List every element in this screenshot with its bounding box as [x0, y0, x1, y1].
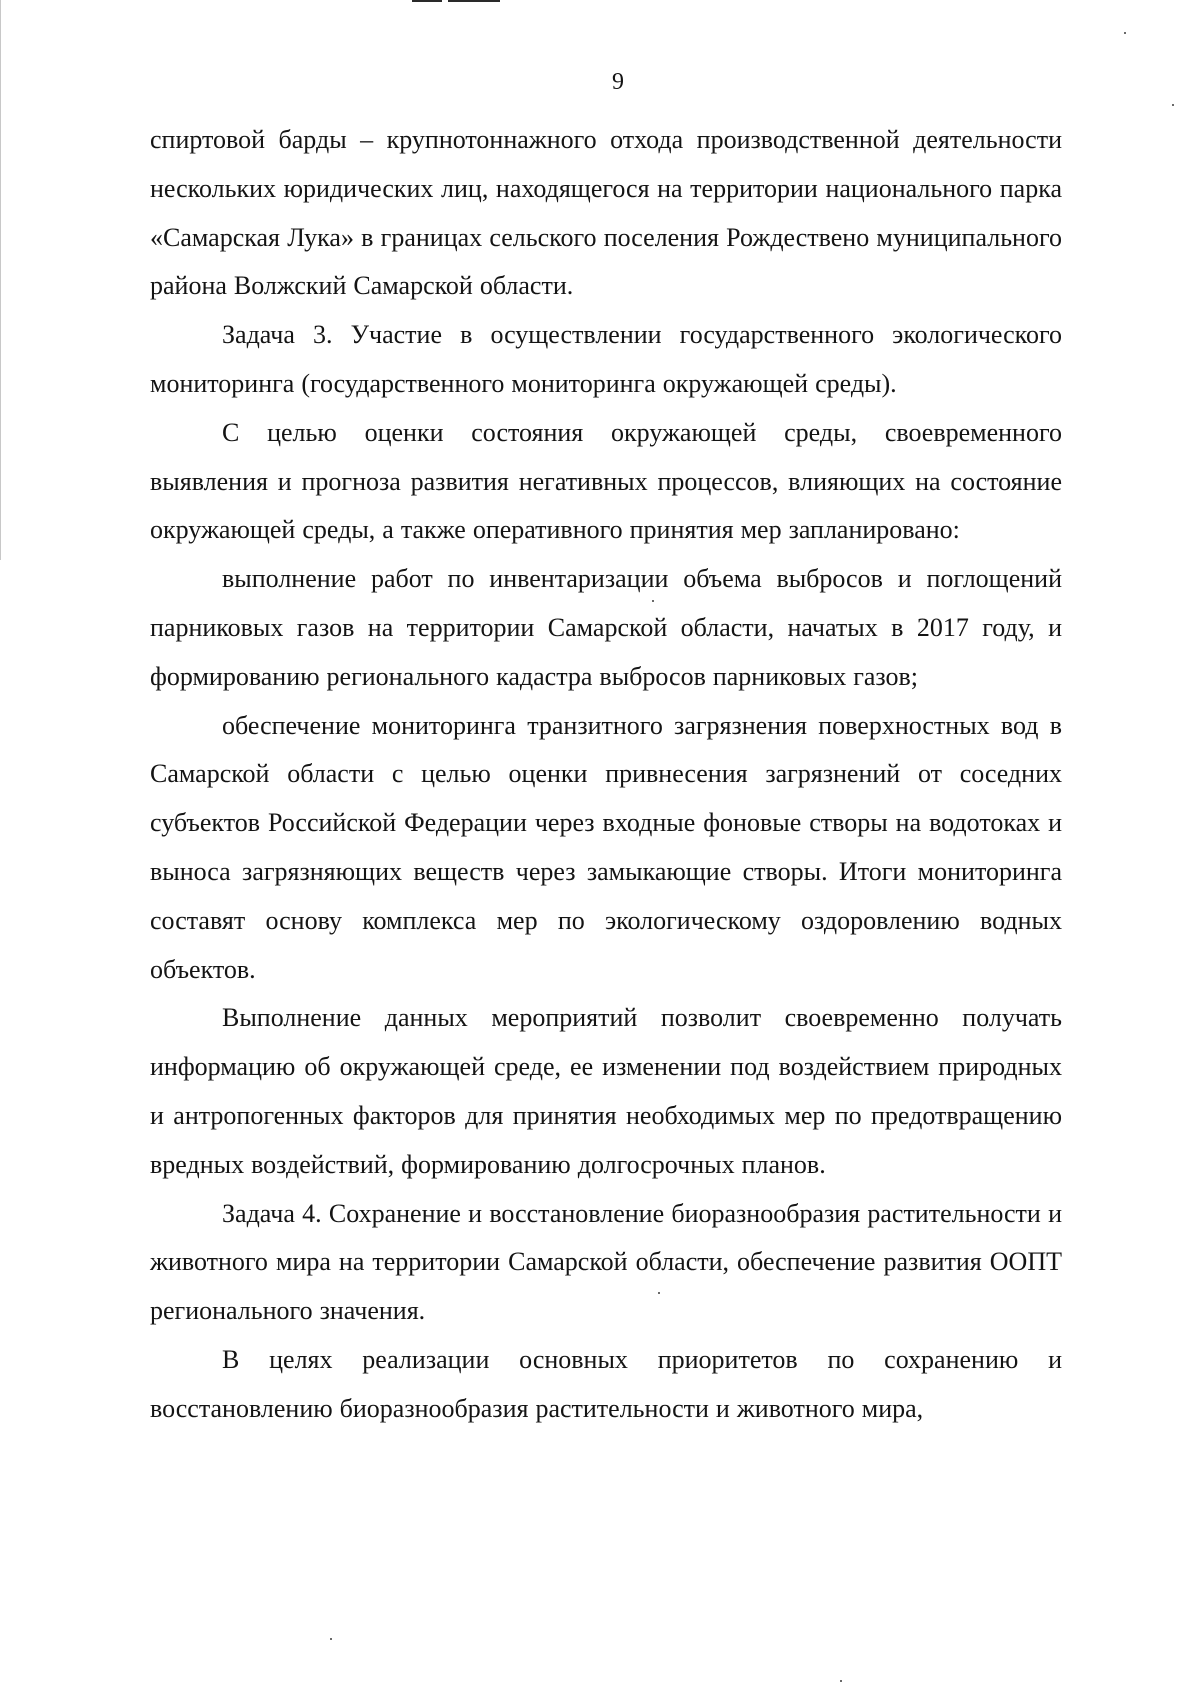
paragraph-biodiversity-priorities: В целях реализации основных приоритетов по сохранению и восстановлению биоразнообразия растительности и животного мира,	[150, 1344, 1062, 1423]
scan-speck	[658, 1292, 660, 1294]
scan-edge-mark	[412, 0, 442, 2]
scan-speck	[1172, 104, 1174, 106]
paragraph-measures-outcome: Выполнение данных мероприятий позволит своевременно получать информацию об окружающей среде, ее изменении под воздействием природных и антропогенных факторов для принятия необходимых мер по предотвращению вредных воздействий, формированию долгосрочных планов.	[150, 1003, 1062, 1179]
scan-edge-mark	[448, 0, 500, 2]
scan-left-edge	[0, 0, 1, 560]
paragraph-task-4: Задача 4. Сохранение и восстановление биоразнообразия растительности и животного мира на территории Самарской области, обеспечение развития ООПТ регионального значения.	[150, 1198, 1062, 1326]
paragraph-monitoring-goal: С целью оценки состояния окружающей среды, своевременного выявления и прогноза развития негативных процессов, влияющих на состояние окружающей среды, а также оперативного принятия мер запланировано:	[150, 417, 1062, 545]
page-number: 9	[612, 69, 624, 95]
scan-speck	[330, 1638, 332, 1640]
document-body	[150, 116, 1062, 1434]
paragraph-task-3: Задача 3. Участие в осуществлении государственного экологического мониторинга (государственного мониторинга окружающей среды).	[150, 320, 1062, 398]
paragraph-greenhouse-gas-inventory: выполнение работ по инвентаризации объема выбросов и поглощений парниковых газов на территории Самарской области, начатых в 2017 году, и формированию регионального кадастра выбросов парниковых газов;	[150, 564, 1062, 691]
scan-speck	[1124, 32, 1126, 34]
paragraph-continuation: спиртовой барды – крупнотоннажного отхода производственной деятельности нескольких юридических лиц, находящегося на территории национального парка «Самарская Лука» в границах сельского поселения Рождествено муниципального района Волжский Самарской области.	[150, 125, 1062, 301]
scan-speck	[652, 600, 654, 602]
paragraph-transit-pollution-monitoring: обеспечение мониторинга транзитного загрязнения поверхностных вод в Самарской области с целью оценки привнесения загрязнений от соседних субъектов Российской Федерации через входные фоновые створы на водотоках и выноса загрязняющих веществ через замыкающие створы. Итоги мониторинга составят основу комплекса мер по экологическому оздоровлению водных объектов.	[150, 710, 1062, 984]
scan-speck	[840, 1680, 842, 1682]
